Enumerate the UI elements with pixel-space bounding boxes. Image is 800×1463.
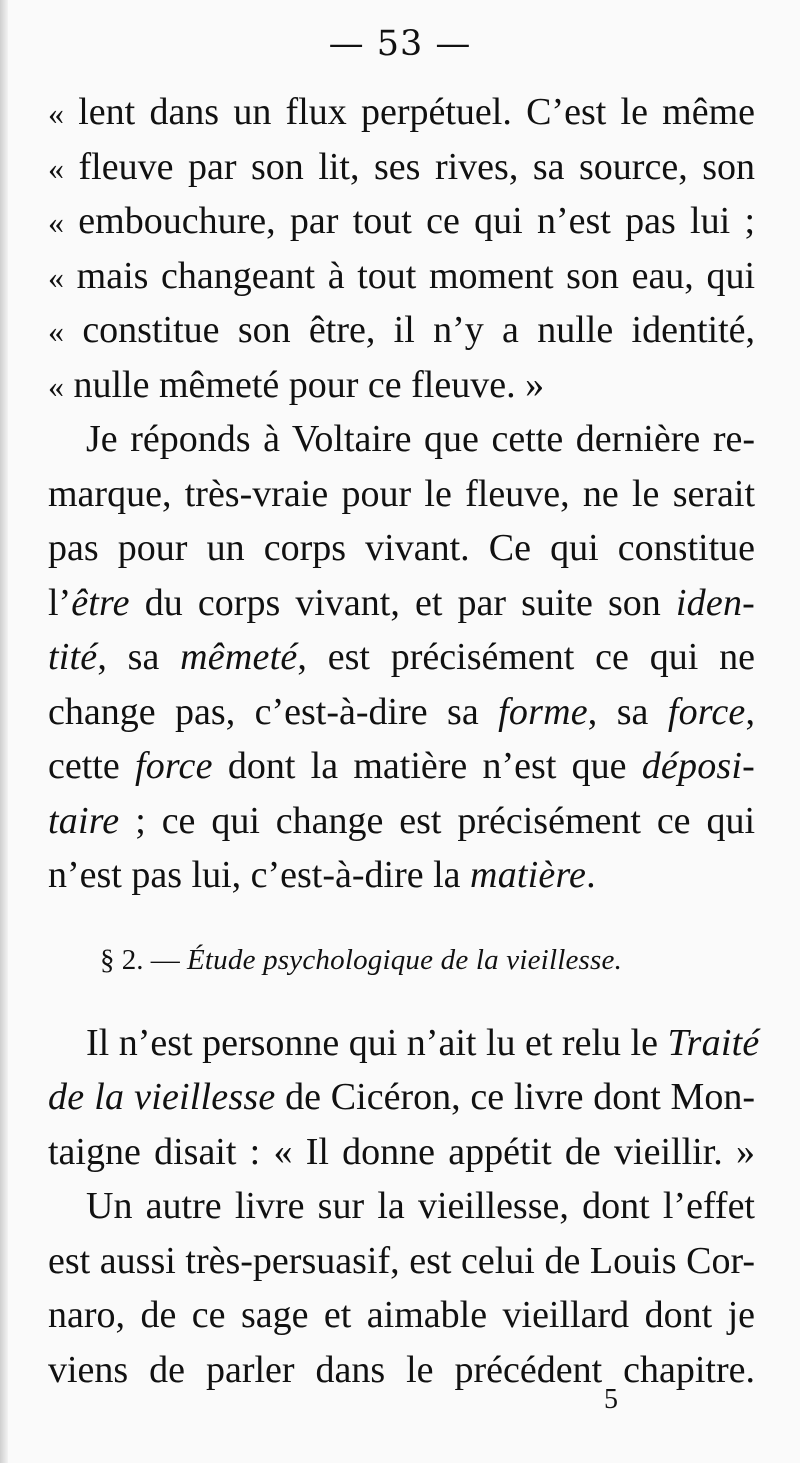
italic-run: force [134,745,213,787]
paragraph-line: taigne disait : « Il donne appétit de vieillir. » [48,1131,755,1173]
italic-run: matière [470,854,587,896]
paragraph-line [48,740,755,792]
italic-run: taire [48,800,120,842]
quote-mark: « [48,259,64,295]
quote-line-text: lent dans un flux perpétuel. C’est le même [78,91,756,133]
italic-run: être [71,582,130,624]
text-run: n’est pas lui, c’est-à-dire la [48,854,471,896]
text-run: du corps vivant, et par suite son [129,582,676,624]
quote-line [48,359,755,412]
text-run: , [745,691,755,733]
paragraph-line [48,577,755,629]
text-run: de Cicéron, ce livre dont Mon- [275,1076,755,1118]
quote-mark: « [48,368,64,404]
paragraph-line: Un autre livre sur la vieillesse, dont l’effet [86,1185,755,1227]
paragraph-line: marque, très-vraie pour le fleuve, ne le serait [48,473,755,515]
quote-line [48,86,755,139]
text-run: , est précisément ce qui ne [297,636,755,678]
quote-mark: « [48,204,64,240]
paragraph-line [48,631,755,683]
text-run: cette [48,745,135,787]
paragraph-line [48,1071,755,1123]
section-heading [100,938,700,982]
paragraph-line [48,849,755,901]
quote-line-text: embouchure, par tout ce qui n’est pas lui ; [78,200,756,242]
italic-run: force [667,691,746,733]
paragraph-line: pas pour un corps vivant. Ce qui constitue [48,527,755,569]
italic-run: iden- [675,582,755,624]
italic-run: tité [48,636,98,678]
quote-line-text: nulle mêmeté pour ce fleuve. » [73,364,545,406]
paragraph-line: naro, de ce sage et aimable vieillard dont je [48,1294,755,1336]
text-run: change pas, c’est-à-dire sa [48,691,499,733]
paragraph-line: Je réponds à Voltaire que cette dernière re- [86,418,755,460]
quote-line [48,250,755,303]
quote-line [48,195,755,248]
italic-run: déposi- [641,745,756,787]
text-run: Il n’est personne qui n’ait lu et relu le [86,1022,668,1064]
paragraph-line [48,795,755,847]
paragraph-line: est aussi très-persuasif, est celui de Louis Cor- [48,1240,755,1282]
italic-run: de la vieillesse [48,1076,276,1118]
text-run: . [586,854,596,896]
section-number: § 2. — [100,944,180,976]
text-run: ; ce qui change est précisément ce qui [119,800,755,842]
page-number: — 53 — [328,24,472,64]
quote-line [48,304,755,357]
paragraph-line [48,686,755,738]
italic-run: mêmeté [180,636,298,678]
quote-line-text: mais changeant à tout moment son eau, qui [76,255,756,297]
text-run: , sa [587,691,668,733]
quote-mark: « [48,95,64,131]
signature-mark: 5 [604,1384,618,1415]
text-run: , sa [97,636,181,678]
quote-mark: « [48,313,64,349]
quote-line-text: constitue son être, il n’y a nulle identité, [82,309,755,351]
quote-mark: « [48,150,64,186]
quote-line [48,141,755,194]
italic-run: Traité [667,1022,760,1064]
text-run: l’ [48,582,72,624]
italic-run: forme [498,691,588,733]
paragraph-line [86,1017,760,1069]
text-run: dont la matière n’est que [212,745,642,787]
section-title: Étude psychologique de la vieillesse. [187,944,623,976]
paragraph-line: viens de parler dans le précédent chapitre. [48,1349,755,1391]
quote-line-text: fleuve par son lit, ses rives, sa source, son [78,146,755,188]
